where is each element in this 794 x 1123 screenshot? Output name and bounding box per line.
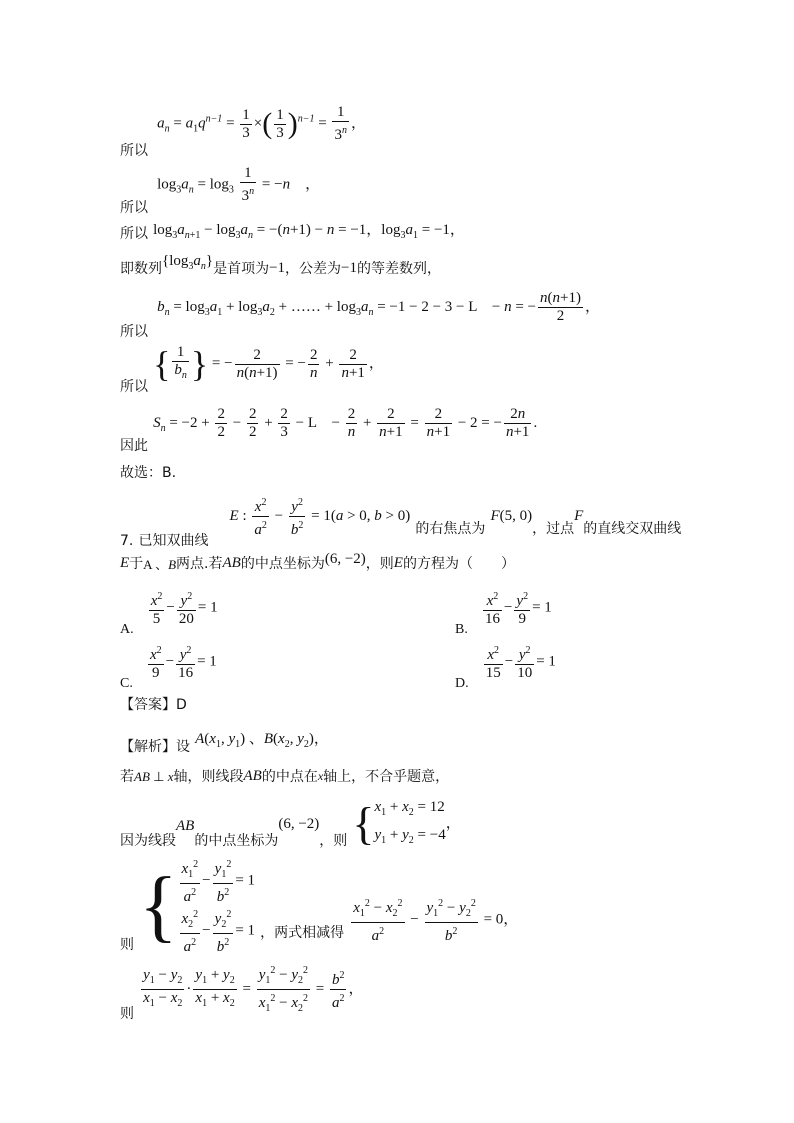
- curve-e: E: [120, 555, 130, 571]
- question-number: 7.: [120, 533, 134, 549]
- answer-line: 【答案】D: [120, 697, 187, 713]
- points-a-b: A 、B: [143, 557, 177, 572]
- analysis-line-3: [120, 796, 461, 852]
- analysis-line-1: [120, 727, 329, 755]
- analysis-line-5: [120, 962, 364, 1022]
- analysis-line-2: [120, 766, 449, 786]
- solution-line-3: [120, 218, 465, 241]
- solution-line-4: [120, 253, 442, 278]
- line-prefix: 所以: [120, 226, 148, 242]
- point-f: F: [574, 508, 584, 524]
- line-prefix: 所以: [120, 378, 148, 395]
- segment-ab: AB: [243, 768, 262, 784]
- segment-ab: AB: [176, 817, 195, 834]
- question-7-line-2: [120, 553, 515, 573]
- formula-bn: $b_n = \log_3a_1 + \log_3a_2$ + …… + $\log_3a_n = -1 - 2 - 3 - L$ − n = − $\frac{n(n+1)}{2}$ ，: [157, 290, 600, 324]
- text: ，过点: [532, 521, 575, 537]
- text: 的中点坐标为: [240, 556, 325, 572]
- formula-log: $\log_3a_n = \log_3$ $\frac{1}{3^n}$ = −n ，: [157, 165, 321, 204]
- hyperbola-equation: E : $\frac{x^2}{a^2}$ − $\frac{y^2}{b^2}$ = 1(a > 0, b > 0): [229, 497, 411, 538]
- text: 的等差数列，: [357, 261, 442, 277]
- sequence-log: $\{\log_3a_n\}$: [162, 253, 214, 272]
- subtracted-equation: $\frac{x_1^2 - x_2^2}{a^2}$ − $\frac{y_1^2 - y_2^2}{b^2}$ = 0，: [353, 898, 519, 944]
- option-a[interactable]: [120, 588, 218, 637]
- slope-product: $\frac{y_1 - y_2}{x_1 - x_2}$ · $\frac{y_1 + y_2}{x_1 + x_2}$ = $\frac{y_1^2 - y_2^2}{x_1^2 - x_2^2}$ = $\frac{b^2}{a^2}$ ，: [139, 962, 363, 1017]
- points-def: $A(x_1$, $y_1$) 、$B(x_2$, $y_2$)，: [195, 731, 329, 750]
- text: 的直线交双曲线: [583, 521, 682, 537]
- sum-system: {$x_1 + x_2 = 12$ $y_1 + y_2 = -4$，: [352, 798, 461, 849]
- text: 已知双曲线: [138, 533, 209, 549]
- focus-point: F(5, 0): [490, 508, 533, 524]
- option-label: B.: [455, 621, 468, 637]
- line-prefix: 所以: [120, 199, 148, 216]
- formula-sn: $S_n = -2$ + $\frac{2}{2}$ − $\frac{2}{2}$ + $\frac{2}{3}$ − L − $\frac{2}{n}$ + $\frac{2}{n+1}$ = $\frac{2}{n+1}$ − 2 = − $\frac{2n}{n+1}$ .: [153, 406, 538, 440]
- text: ，两式相减得: [260, 924, 345, 941]
- midpoint: (6, −2): [278, 815, 320, 832]
- hyperbola-system: { $\frac{x_1^2}{a^2}$ − $\frac{y_1^2}{b^2}$ = 1 $\frac{x_2^2}{a^2}$ − $\frac{y_2^2}{b^2}$ = 1: [139, 859, 256, 955]
- option-b[interactable]: [455, 588, 552, 637]
- choice-conclusion: 故选：B.: [120, 465, 177, 481]
- option-label: A.: [120, 621, 134, 637]
- text: 的中点在: [261, 769, 318, 785]
- text: ，公差为: [285, 261, 342, 277]
- solution-line-2: [120, 165, 321, 216]
- option-c[interactable]: [120, 642, 217, 691]
- analysis-label: 【解析】设: [120, 739, 190, 755]
- formula-1-over-bn: { $\frac{1}{b_n}$ } = − $\frac{2}{n(n+1)}$ = − $\frac{2}{n}$ + $\frac{2}{n+1}$ ，: [153, 344, 384, 384]
- text: 若: [120, 769, 134, 785]
- option-formula: $\frac{x^2}{16}$ − $\frac{y^2}{9}$ = 1: [484, 591, 552, 627]
- curve-e: E: [393, 555, 403, 571]
- line-prefix: 所以: [120, 142, 148, 159]
- text: 的中点坐标为: [194, 832, 279, 849]
- analysis-line-4: [120, 856, 518, 956]
- text: 两点.若: [176, 556, 223, 572]
- formula-log-diff: $\log_3a_{n+1} - \log_3a_n = -(n+1) - n = -1$，$\log_3a_1 = -1$，: [153, 222, 465, 241]
- option-d[interactable]: [455, 642, 556, 691]
- midpoint: (6, −2): [324, 551, 366, 567]
- text: ，则: [319, 832, 348, 849]
- text: 轴，则线段: [173, 769, 244, 785]
- option-formula: $\frac{x^2}{5}$ − $\frac{y^2}{20}$ = 1: [150, 591, 218, 627]
- text: 是首项为: [213, 261, 270, 277]
- solution-line-6: [120, 344, 384, 395]
- option-label: D.: [455, 675, 469, 691]
- text: 因为线段: [120, 832, 176, 849]
- option-label: C.: [120, 675, 133, 691]
- value: −1: [341, 260, 358, 276]
- text: 即数列: [120, 261, 162, 277]
- question-7-line-1: [120, 494, 682, 549]
- text: ，则: [365, 556, 394, 572]
- x-axis: x: [317, 769, 324, 783]
- solution-line-7: [120, 406, 538, 454]
- text: 于: [129, 556, 144, 572]
- formula-an: $a_n = a_1q^{n-1}$ = $\frac{1}{3}$ ×( $\frac{1}{3}$ )$^{n-1}$ = $\frac{1}{3^n}$ ，: [157, 104, 366, 143]
- solution-line-1: [120, 104, 366, 159]
- option-formula: $\frac{x^2}{9}$ − $\frac{y^2}{16}$ = 1: [149, 645, 217, 681]
- text: 则: [120, 1006, 134, 1022]
- segment-ab: AB: [222, 555, 241, 571]
- line-prefix: 因此: [120, 438, 148, 454]
- line-prefix: 所以: [120, 324, 148, 340]
- text: 轴上，不合乎题意，: [323, 769, 450, 785]
- perp-condition: AB ⊥ x: [134, 768, 174, 784]
- text: 的方程为（ ）: [402, 556, 515, 572]
- solution-line-5: [120, 290, 600, 340]
- text: 的右焦点为: [415, 521, 486, 537]
- text: 则: [120, 936, 134, 953]
- option-formula: $\frac{x^2}{15}$ − $\frac{y^2}{10}$ = 1: [485, 645, 556, 681]
- value: −1: [269, 260, 286, 276]
